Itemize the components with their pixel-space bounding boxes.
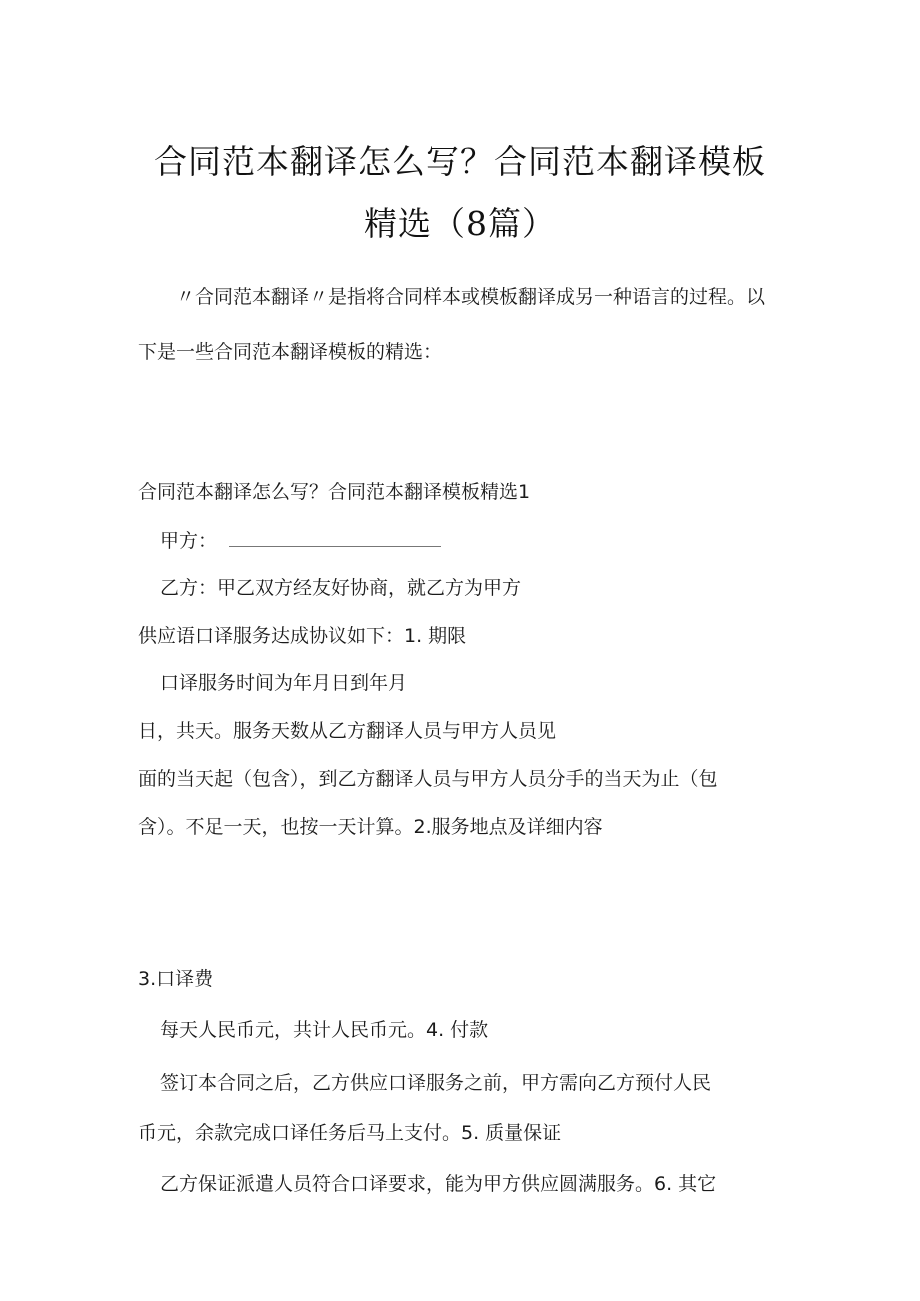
body-line: 口译服务时间为年月日到年月: [160, 672, 408, 694]
body-line: 签订本合同之后，乙方供应口译服务之前，甲方需向乙方预付人民: [160, 1072, 712, 1094]
body-line: 每天人民币元，共计人民币元。4. 付款: [160, 1019, 489, 1041]
section-heading-fee: 3.口译费: [138, 968, 214, 990]
intro-paragraph-line-2: 下是一些合同范本翻译模板的精选：: [138, 341, 443, 363]
body-line: 乙方：甲乙双方经友好协商，就乙方为甲方: [160, 577, 522, 599]
party-a-line: [160, 526, 441, 553]
document-title-line-2: 精选（8篇）: [364, 204, 556, 243]
section-1-heading: 合同范本翻译怎么写？合同范本翻译模板精选1: [138, 481, 531, 503]
body-line: 乙方保证派遣人员符合口译要求，能为甲方供应圆满服务。6. 其它: [160, 1173, 717, 1195]
body-line: 币元，余款完成口译任务后马上支付。5. 质量保证: [138, 1122, 562, 1144]
document-title-line-1: 合同范本翻译怎么写？合同范本翻译模板: [154, 142, 766, 181]
party-a-label: 甲方：: [160, 530, 218, 552]
body-line: 日，共天。服务天数从乙方翻译人员与甲方人员见: [138, 720, 557, 742]
party-a-blank-field: [229, 545, 441, 547]
body-line: 面的当天起（包含），到乙方翻译人员与甲方人员分手的当天为止（包: [138, 768, 718, 790]
body-line: 供应语口译服务达成协议如下：1. 期限: [138, 625, 467, 647]
intro-paragraph-line-1: 〃合同范本翻译〃是指将合同样本或模板翻译成另一种语言的过程。以: [176, 286, 766, 308]
body-line: 含）。不足一天，也按一天计算。2.服务地点及详细内容: [138, 816, 603, 838]
